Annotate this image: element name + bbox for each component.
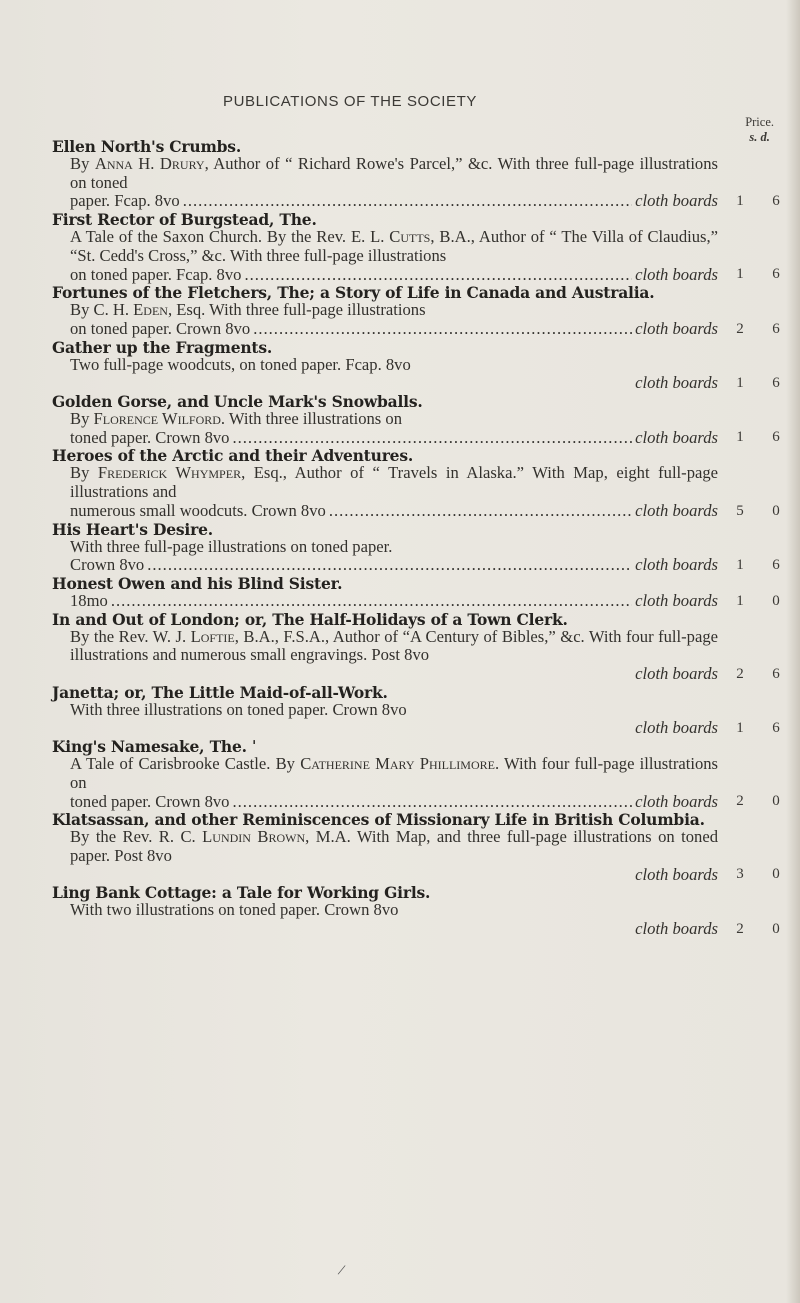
binding-line	[70, 665, 718, 684]
dot-leader	[111, 592, 632, 611]
page-edge-shadow	[786, 0, 800, 1303]
entry-title: Klatsassan, and other Reminiscences of Missionary Life in British Columbia.	[52, 810, 705, 830]
price-shillings: 2	[736, 793, 744, 810]
description-prefix: By the Rev. W. J.	[70, 626, 191, 646]
price-shillings: 2	[736, 665, 744, 682]
entry-price	[728, 792, 788, 810]
entry-title: Honest Owen and his Blind Sister.	[52, 573, 343, 593]
description-text: . With four full-page illustrations on	[70, 754, 718, 792]
price-pence: 6	[772, 375, 780, 392]
entry-price	[728, 374, 788, 392]
price-shillings: 5	[736, 502, 744, 519]
author-name: Frederick Whymper	[97, 463, 242, 483]
binding-type: cloth boards	[635, 555, 718, 575]
price-pence: 6	[772, 720, 780, 737]
format-text: Crown 8vo	[70, 555, 145, 575]
catalog-entry	[52, 393, 788, 447]
description-text: With three full-page illustrations on toned paper.	[70, 536, 393, 556]
catalog-entry	[52, 738, 788, 811]
price-pence: 6	[772, 266, 780, 283]
price-pence: 0	[772, 502, 780, 519]
price-shillings: 1	[736, 592, 744, 609]
price-shillings: 3	[736, 866, 744, 883]
binding-line	[70, 192, 718, 211]
entry-title: Golden Gorse, and Uncle Mark's Snowballs.	[52, 392, 423, 412]
author-name: Catherine Mary Phillimore	[300, 754, 495, 774]
binding-type: cloth boards	[635, 864, 718, 884]
entry-price	[728, 592, 788, 610]
binding-type: cloth boards	[635, 791, 718, 811]
format-text: on toned paper. Crown 8vo	[70, 318, 251, 338]
entry-title: His Heart's Desire.	[52, 519, 213, 539]
binding-line	[70, 266, 718, 285]
description-text: , Author of “ Richard Rowe's Parcel,” &c. With three full-page illustrations on toned	[70, 154, 718, 192]
entry-price	[728, 865, 788, 883]
format-text: toned paper. Crown 8vo	[70, 791, 230, 811]
catalog-entry	[52, 811, 788, 884]
binding-type: cloth boards	[635, 373, 718, 393]
entry-title: Heroes of the Arctic and their Adventures.	[52, 446, 414, 466]
entry-title: First Rector of Burgstead, The.	[52, 210, 317, 230]
price-pence: 6	[772, 429, 780, 446]
author-name: Anna H. Drury	[94, 154, 205, 173]
format-text: 18mo	[70, 590, 108, 610]
stray-mark: /	[336, 1261, 347, 1280]
entry-description	[70, 628, 718, 665]
entry-title: Janetta; or, The Little Maid-of-all-Work.	[52, 682, 388, 702]
description-text: Two full-page woodcuts, on toned paper. Fcap. 8vo	[70, 354, 411, 374]
entry-description	[70, 301, 718, 320]
entry-title: Ling Bank Cottage: a Tale for Working Girls.	[52, 883, 431, 903]
binding-line	[70, 866, 718, 885]
price-shillings: 1	[736, 720, 744, 737]
price-label: Price.	[745, 115, 774, 129]
price-shillings: 1	[736, 556, 744, 573]
binding-type: cloth boards	[635, 664, 718, 684]
price-units: s. d.	[749, 130, 770, 144]
price-pence: 6	[772, 320, 780, 337]
price-pence: 6	[772, 665, 780, 682]
dot-leader	[253, 320, 632, 339]
price-shillings: 1	[736, 375, 744, 392]
running-head: PUBLICATIONS OF THE SOCIETY	[222, 93, 478, 110]
format-text: on toned paper. Fcap. 8vo	[70, 264, 242, 284]
entry-description	[70, 538, 718, 557]
description-text: , M.A. With Map, and three full-page illustrations on toned paper. Post 8vo	[70, 827, 718, 865]
binding-line	[70, 719, 718, 738]
dot-leader	[329, 502, 632, 521]
binding-type: cloth boards	[635, 191, 718, 211]
description-prefix: By	[70, 463, 98, 483]
description-text: , B.A., Author of “ The Villa of Claudius,” “St. Cedd's Cross,” &c. With three full-page illustrations	[70, 227, 718, 265]
dot-leader	[183, 192, 632, 211]
entry-description	[70, 155, 718, 192]
binding-type: cloth boards	[635, 919, 718, 939]
binding-type: cloth boards	[635, 590, 718, 610]
description-prefix: A Tale of the Saxon Church. By the Rev. E. L.	[70, 227, 390, 247]
binding-type: cloth boards	[635, 318, 718, 338]
entry-title: Ellen North's Crumbs.	[52, 137, 242, 156]
binding-line	[70, 793, 718, 812]
entry-price	[728, 665, 788, 683]
price-pence: 0	[772, 920, 780, 937]
catalog-entry	[52, 611, 788, 684]
entry-title: King's Namesake, The. ˈ	[52, 737, 257, 757]
price-pence: 0	[772, 592, 780, 609]
catalog-entry	[52, 884, 788, 938]
binding-line	[70, 556, 718, 575]
dot-leader	[244, 266, 632, 285]
catalog-entry	[52, 447, 788, 520]
catalog-entry	[52, 211, 788, 284]
catalog-entry	[52, 138, 788, 211]
entry-price	[728, 428, 788, 446]
author-name: Eden	[133, 300, 168, 320]
description-text: . With three illustrations on	[220, 409, 402, 429]
description-text: With two illustrations on toned paper. Crown 8vo	[70, 900, 399, 920]
catalog-entry	[52, 575, 788, 611]
entry-title: Gather up the Fragments.	[52, 337, 273, 357]
author-name: Loftie	[190, 626, 235, 646]
binding-line	[70, 374, 718, 393]
entry-title: In and Out of London; or, The Half-Holidays of a Town Clerk.	[52, 609, 568, 629]
binding-type: cloth boards	[635, 718, 718, 738]
catalog-entry	[52, 339, 788, 393]
entry-description	[70, 410, 718, 429]
entry-price	[728, 502, 788, 520]
entry-title: Fortunes of the Fletchers, The; a Story of Life in Canada and Australia.	[52, 283, 655, 303]
binding-type: cloth boards	[635, 427, 718, 447]
dot-leader	[147, 556, 632, 575]
description-prefix: By the Rev. R. C.	[70, 827, 203, 847]
entry-price	[728, 556, 788, 574]
author-name: Florence Wilford	[93, 409, 221, 429]
author-name: Cutts	[389, 227, 431, 247]
dot-leader	[232, 793, 632, 812]
description-prefix: A Tale of Carisbrooke Castle. By	[70, 754, 301, 774]
binding-line	[70, 920, 718, 939]
description-prefix: By	[70, 409, 94, 429]
entry-description	[70, 755, 718, 792]
entry-price	[728, 719, 788, 737]
entry-description	[70, 228, 718, 265]
description-text: , Esq., Author of “ Travels in Alaska.” With Map, eight full-page illustrations and	[70, 463, 719, 502]
entry-price	[728, 920, 788, 938]
price-shillings: 1	[736, 266, 744, 283]
binding-line	[70, 502, 718, 521]
description-text: , B.A., F.S.A., Author of “A Century of Bibles,” &c. With four full-page illustrations and numerous small engravings. Post 8vo	[70, 626, 718, 665]
entry-price	[728, 192, 788, 210]
binding-line	[70, 320, 718, 339]
catalog-entry	[52, 284, 788, 338]
price-shillings: 1	[736, 429, 744, 446]
binding-line	[70, 592, 718, 611]
format-text: paper. Fcap. 8vo	[70, 191, 180, 211]
binding-line	[70, 429, 718, 448]
entry-price	[728, 265, 788, 283]
price-pence: 6	[772, 556, 780, 573]
price-shillings: 1	[736, 193, 744, 210]
format-text: numerous small woodcuts. Crown 8vo	[70, 500, 326, 520]
binding-type: cloth boards	[635, 264, 718, 284]
binding-type: cloth boards	[635, 500, 718, 520]
entry-description	[70, 901, 718, 920]
description-prefix: By C. H.	[70, 300, 134, 320]
price-shillings: 2	[736, 320, 744, 337]
price-shillings: 2	[736, 920, 744, 937]
entry-description	[70, 356, 718, 375]
entry-description	[70, 701, 718, 720]
description-text: , Esq. With three full-page illustrations	[167, 300, 426, 320]
catalog-entry	[52, 684, 788, 738]
description-prefix: By	[70, 154, 95, 173]
catalog-entry	[52, 521, 788, 575]
dot-leader	[232, 429, 632, 448]
price-pence: 6	[772, 193, 780, 210]
price-pence: 0	[772, 793, 780, 810]
author-name: Lundin Brown	[202, 827, 306, 847]
entry-description	[70, 828, 718, 865]
catalog-list	[52, 138, 788, 939]
format-text: toned paper. Crown 8vo	[70, 427, 230, 447]
entry-price	[728, 320, 788, 338]
price-pence: 0	[772, 866, 780, 883]
description-text: With three illustrations on toned paper. Crown 8vo	[70, 699, 407, 719]
entry-description	[70, 464, 718, 501]
